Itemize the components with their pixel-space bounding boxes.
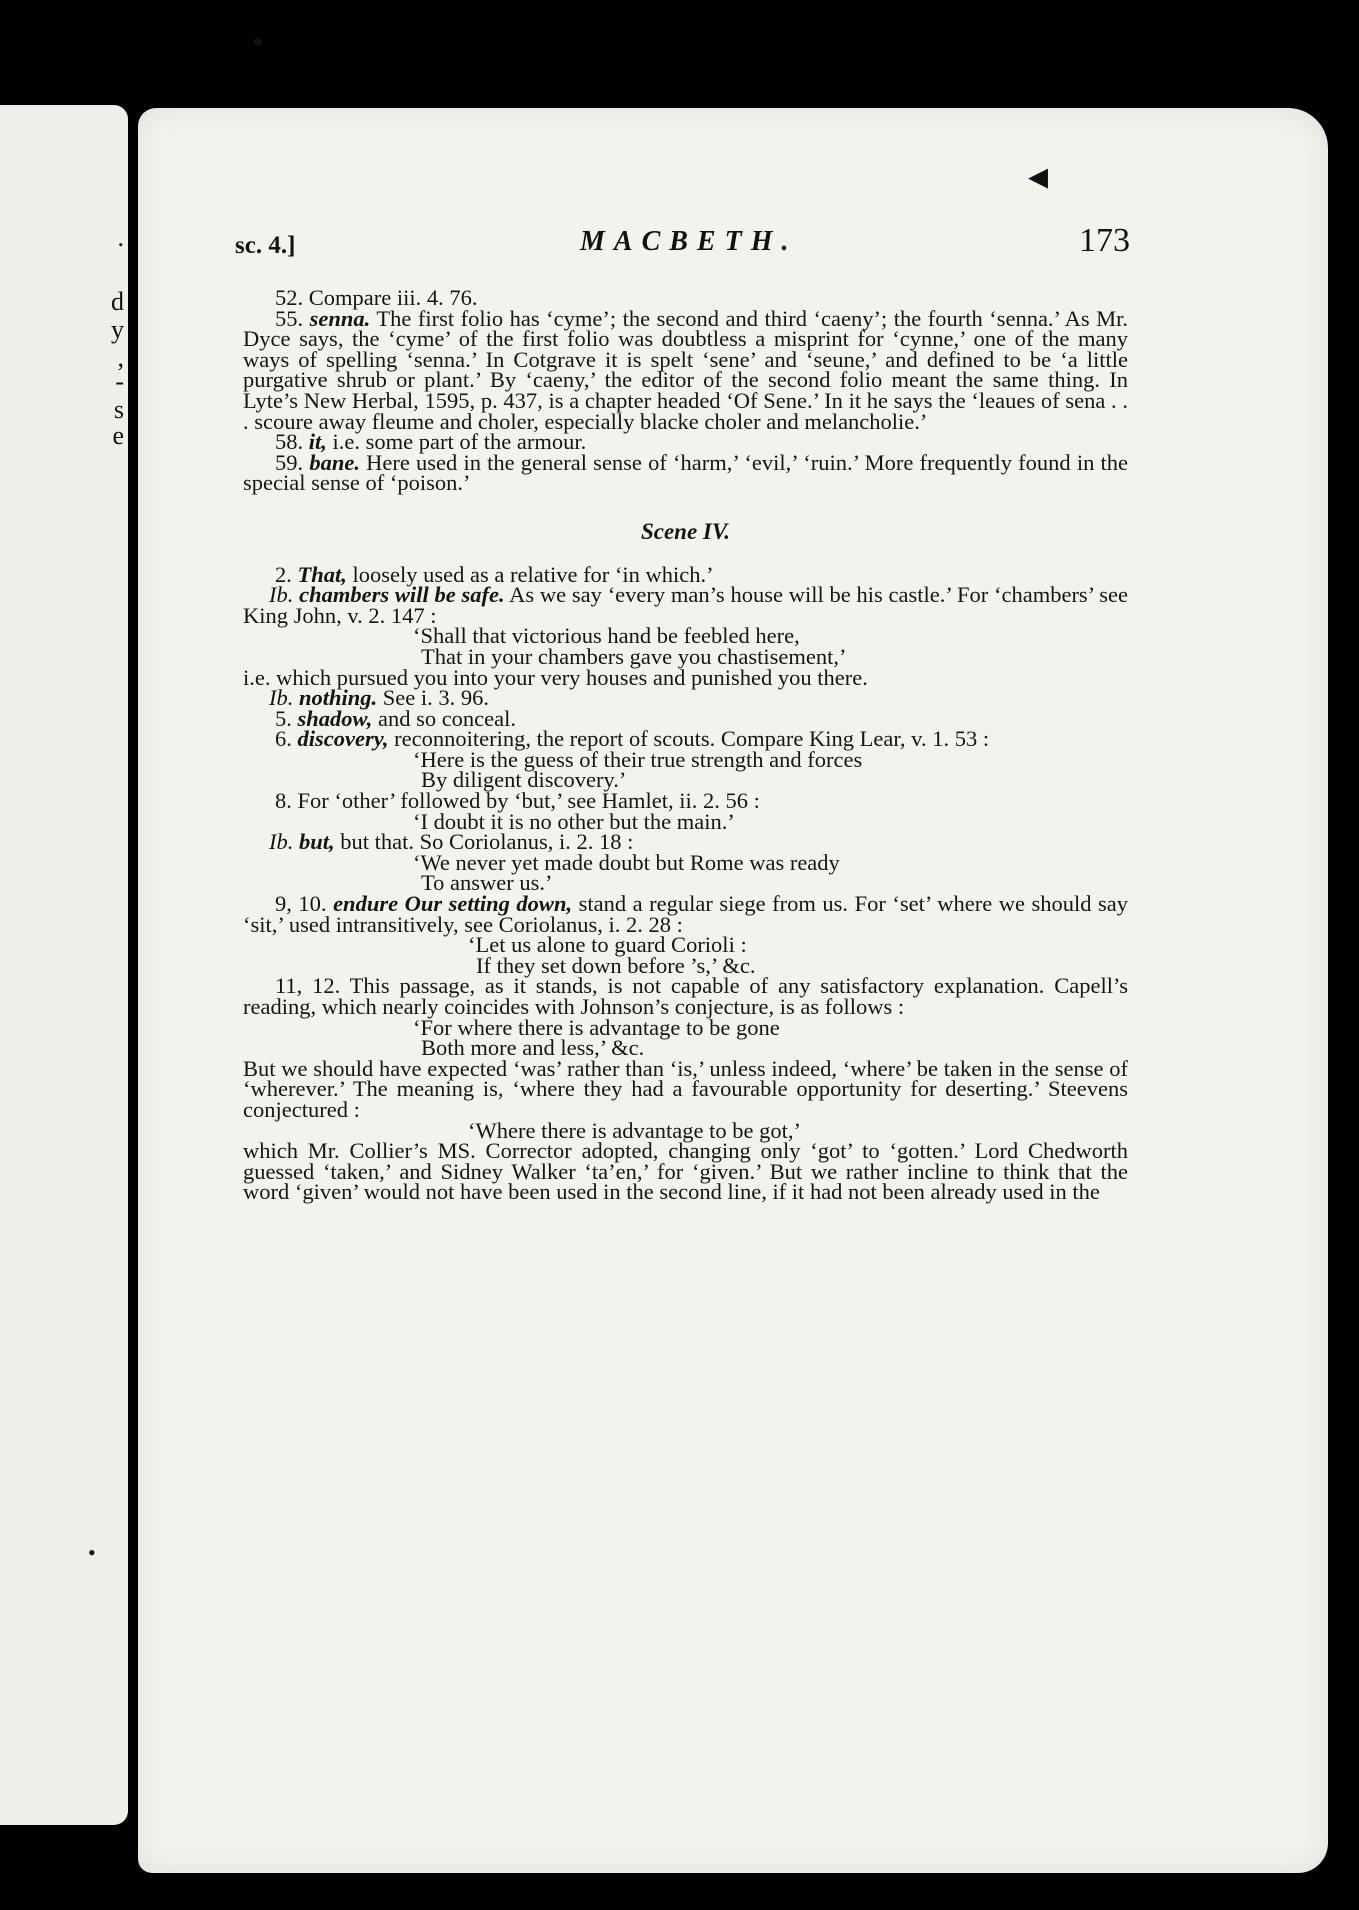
quote-line: ‘Here is the guess of their true strength and forces — [413, 746, 863, 772]
header-title: MACBETH. — [580, 226, 798, 257]
note-5: 5. shadow, and so conceal. — [275, 705, 517, 731]
ink-mark: ◂ — [1028, 153, 1049, 198]
note-2-ib-nothing: Ib. nothing. See i. 3. 96. — [269, 685, 490, 711]
quote-line: If they set down before ’s,’ &c. — [476, 952, 756, 978]
quote-line: ‘Where there is advantage to be got,’ — [468, 1117, 801, 1143]
note-11-12-continued-2: which Mr. Collier’s MS. Corrector adopted, changing only ‘got’ to ‘gotten.’ Lord Chedworth guessed ‘taken,’ and Sidney Walker ‘ta’en,’ for ‘given.’ But we rather incline to think that the word ‘given’ would not have been used in the second line, if it had not been already used in the — [243, 1138, 1128, 1205]
note-2-ib: Ib. chambers will be safe. As we say ‘every man’s house will be his castle.’ For ‘chambers’ see King John, v. 2. 147 : — [243, 582, 1129, 628]
quote-line: Both more and less,’ &c. — [421, 1035, 645, 1061]
left-facing-page — [0, 105, 128, 1825]
left-edge-char: , — [117, 343, 124, 372]
note-59: 59. bane. Here used in the general sense of ‘harm,’ ‘evil,’ ‘ruin.’ More frequently found in the special sense of ‘poison.’ — [243, 449, 1129, 496]
notes-body — [243, 285, 1129, 1205]
ink-speck-margin: • — [88, 1540, 96, 1565]
left-edge-char: . — [117, 223, 124, 252]
page-number: 173 — [1079, 222, 1130, 259]
left-edge-char: e — [112, 421, 124, 450]
left-edge-char: - — [115, 367, 124, 396]
quote-line: ‘For where there is advantage to be gone — [413, 1014, 780, 1040]
note-11-12: 11, 12. This passage, as it stands, is not capable of any satisfactory explanation. Capell’s reading, which nearly coincides with Johnson’s conjecture, is as follows : — [243, 973, 1128, 1019]
scene-heading: Scene IV. — [640, 518, 731, 544]
quote-line: By diligent discovery.’ — [421, 767, 627, 793]
note-11-12-continued: But we should have expected ‘was’ rather than ‘is,’ unless indeed, ‘where’ be taken in the sense of ‘wherever.’ The meaning is, ‘where they had a favourable opportunity for deserting.’ Steevens conjectured : — [243, 1055, 1128, 1122]
quote-line: To answer us.’ — [421, 870, 553, 896]
note-55: 55. senna. The first folio has ‘cyme’; the second and third ‘caeny’; the fourth ‘senna.’ As Mr. Dyce says, the ‘cyme’ of the first folio was doubtless a misprint for ‘cynne,’ one of the many ways of spelling ‘senna.’ In Cotgrave it is spelt ‘sene’ and ‘seune,’ and defined to be ‘a little purgative shrub or plant.’ By ‘caeny,’ the editor of the second folio meant the same thing. In Lyte’s New Herbal, 1595, p. 437, is a chapter headed ‘Of Sene.’ In it he says the ‘leaues of sena . . . scoure away fleume and choler, especially blacke choler and melancholie.’ — [243, 305, 1129, 434]
left-edge-char: d — [111, 287, 124, 316]
note-2: 2. That, loosely used as a relative for ‘in which.’ — [275, 561, 714, 587]
quote-line: ‘Let us alone to guard Corioli : — [468, 932, 747, 958]
quote-line: ‘Shall that victorious hand be feebled here, — [413, 623, 800, 649]
ink-speck-top: • — [252, 24, 264, 61]
left-edge-char: s — [113, 395, 124, 424]
left-edge-char: y — [111, 315, 124, 344]
quote-line: ‘We never yet made doubt but Rome was ready — [413, 849, 840, 875]
running-header — [235, 222, 1130, 268]
quote-line: ‘I doubt it is no other but the main.’ — [413, 808, 735, 834]
note-8-ib: Ib. but, but that. So Coriolanus, i. 2. 18 : — [269, 829, 634, 855]
note-9-10: 9, 10. endure Our setting down, stand a regular siege from us. For ‘set’ where we should say ‘sit,’ used intransitively, see Coriolanus, i. 2. 28 : — [243, 891, 1129, 937]
note-8: 8. For ‘other’ followed by ‘but,’ see Hamlet, ii. 2. 56 : — [275, 788, 760, 814]
note-2-continued: i.e. which pursued you into your very houses and punished you there. — [243, 664, 868, 690]
quote-line: That in your chambers gave you chastisement,’ — [421, 643, 847, 669]
note-6: 6. discovery, reconnoitering, the report of scouts. Compare King Lear, v. 1. 53 : — [275, 726, 990, 752]
note-52: 52. Compare iii. 4. 76. — [275, 285, 478, 310]
note-58: 58. it, i.e. some part of the armour. — [275, 429, 587, 455]
header-scene-ref: sc. 4.] — [235, 232, 296, 259]
